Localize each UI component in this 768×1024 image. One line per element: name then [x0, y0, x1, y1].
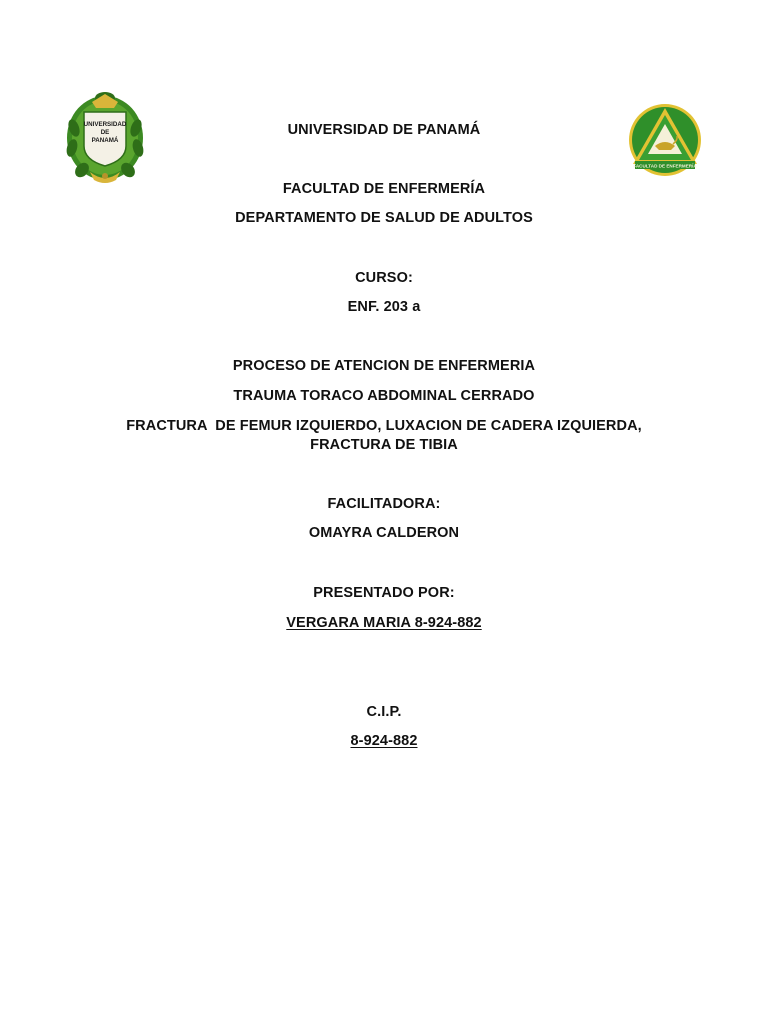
- topic-line-4: FRACTURA DE TIBIA: [310, 437, 458, 453]
- university-title: UNIVERSIDAD DE PANAMÁ: [287, 122, 481, 138]
- cip-value-row: [0, 732, 768, 750]
- faculty-title: FACULTAD DE ENFERMERÍA: [282, 181, 486, 197]
- facilitator-label: FACILITADORA:: [327, 496, 441, 512]
- topic-line-2: TRAUMA TORACO ABDOMINAL CERRADO: [233, 388, 535, 404]
- presenter-label: PRESENTADO POR:: [313, 585, 455, 601]
- svg-text:UNIVERSIDAD: UNIVERSIDAD: [83, 121, 127, 128]
- svg-text:PANAMÁ: PANAMÁ: [91, 137, 119, 144]
- cip-label: C.I.P.: [366, 704, 402, 720]
- course-code: ENF. 203 a: [347, 299, 421, 315]
- topic-line-3: FRACTURA DE FEMUR IZQUIERDO, LUXACION DE CADERA IZQUIERDA,: [126, 418, 642, 434]
- presenter-name: VERGARA MARIA 8-924-882: [286, 615, 482, 631]
- presenter-name-row: [0, 614, 768, 632]
- cip-value: 8-924-882: [350, 733, 418, 749]
- course-label: CURSO:: [355, 270, 413, 286]
- topic-line-1: PROCESO DE ATENCION DE ENFERMERIA: [232, 358, 536, 374]
- svg-text:FACULTAD DE ENFERMERÍA: FACULTAD DE ENFERMERÍA: [633, 163, 697, 169]
- svg-text:DE: DE: [100, 129, 110, 136]
- nursing-faculty-seal-icon: [625, 98, 705, 182]
- department-title: DEPARTAMENTO DE SALUD DE ADULTOS: [235, 210, 533, 226]
- facilitator-name: OMAYRA CALDERON: [308, 525, 460, 541]
